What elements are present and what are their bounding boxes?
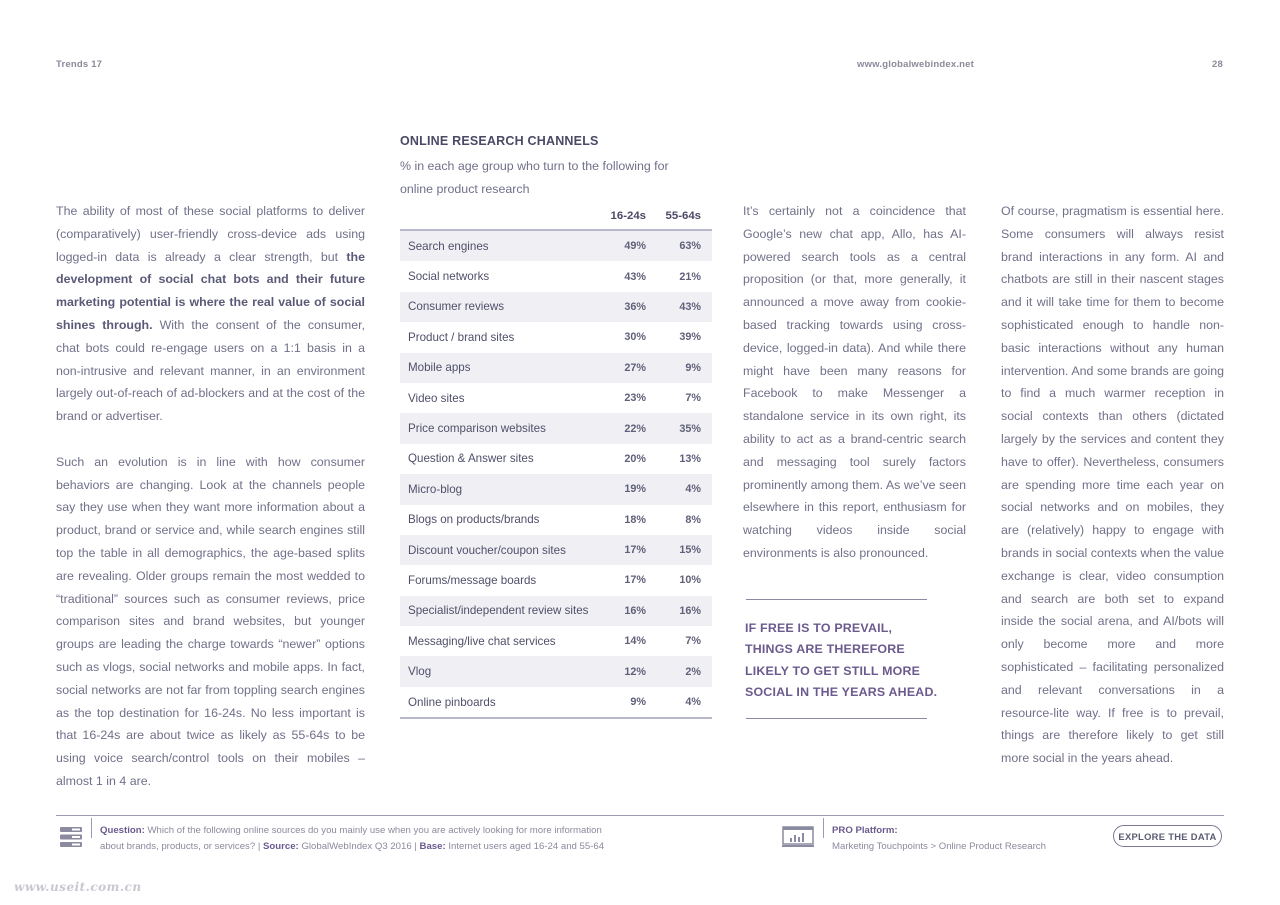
footer-separator-1 [91, 818, 92, 838]
table-row [400, 292, 712, 322]
table-row [400, 444, 712, 474]
row-label: Micro-blog [400, 474, 602, 504]
row-label: Consumer reviews [400, 292, 602, 322]
row-value-16-24: 43% [624, 270, 646, 283]
row-label: Product / brand sites [408, 330, 515, 344]
row-value-55-64: 7% [685, 635, 701, 648]
table-row [400, 626, 712, 656]
header-section-label: Trends 17 [56, 59, 103, 70]
explore-data-button[interactable]: EXPLORE THE DATA [1113, 825, 1222, 847]
col1-paragraph-1: The ability of most of these social platforms to deliver (comparatively) user-friendly cross-device ads using logged-in data is already a clear strength, but the development of social chat bots and their future marketing potential is where the real value of social shines through. With the consent of the consumer, chat bots could re-engage users on a 1:1 basis in a non-intrusive and relevant manner, in an environment largely out-of-reach of ad-blockers and at the cost of the brand or advertiser. [56, 204, 365, 424]
row-label: Blogs on products/brands [408, 513, 540, 527]
table-header-row [400, 202, 712, 230]
row-value-55-64: 4% [657, 474, 712, 504]
quote-rule-bottom [746, 718, 927, 719]
table-row [400, 535, 712, 565]
footer-separator-2 [823, 818, 824, 838]
row-label: Specialist/independent review sites [400, 596, 602, 626]
row-label: Question & Answer sites [408, 452, 534, 466]
row-label: Messaging/live chat services [408, 634, 556, 648]
table-row [400, 505, 712, 535]
row-value-16-24: 49% [602, 230, 657, 261]
row-label: Search engines [400, 230, 602, 261]
quote-rule-top [746, 599, 927, 600]
row-label: Social networks [408, 270, 490, 284]
row-label: Forums/message boards [408, 573, 537, 587]
col-header-55-64: 55-64s [657, 202, 712, 230]
header-url[interactable]: www.globalwebindex.net [857, 59, 975, 70]
col4-paragraph: Of course, pragmatism is essential here. Some consumers will always resist brand interactions in any form. AI and chatbots are still in their nascent stages and it will take time for them to become sophisticated enough to handle non-basic interactions without any human intervention. And some brands are going to find a much warmer reception in social contexts than others (dictated largely by the services and content they have to offer). Nevertheless, consumers are spending more time each year on social networks and on mobiles, they are (relatively) happy to engage with brands in social contexts when the value exchange is clear, video consumption and search are both set to expand inside the social arena, and AI/bots will only become more and more sophisticated – facilitating personalized and relevant conversations in a resource-lite way. If free is to prevail, things are therefore likely to get still more social in the years ahead. [1001, 204, 1224, 766]
table-row [400, 261, 712, 291]
footer-rule [56, 815, 1224, 816]
table-row [400, 474, 712, 504]
row-value-55-64: 8% [685, 513, 701, 526]
chart-monitor-icon [782, 826, 814, 848]
row-value-55-64: 4% [657, 687, 712, 718]
row-value-16-24: 9% [602, 687, 657, 718]
table-row [400, 565, 712, 595]
footer-question: Question: Which of the following online sources do you mainly use when you are actively looking for more information about brands, products, or services? | Source: GlobalWebIndex Q3 2016 | Base: Internet users aged 16-24 and 55-64 [100, 825, 605, 852]
table-subtitle: % in each age group who turn to the following for online product research [400, 159, 669, 196]
row-value-55-64: 39% [679, 331, 701, 344]
row-value-16-24: 16% [602, 596, 657, 626]
row-value-16-24: 19% [602, 474, 657, 504]
row-value-16-24: 22% [602, 413, 657, 443]
table-row [400, 687, 712, 718]
row-value-16-24: 17% [624, 574, 646, 587]
row-label: Discount voucher/coupon sites [400, 535, 602, 565]
row-value-55-64: 10% [679, 574, 701, 587]
page-number: 28 [1212, 59, 1223, 70]
pull-quote: IF FREE IS TO PREVAIL, THINGS ARE THEREFORE LIKELY TO GET STILL MORE SOCIAL IN THE YEARS AHEAD. [745, 621, 938, 699]
row-label: Mobile apps [400, 353, 602, 383]
col-header-16-24: 16-24s [602, 202, 657, 230]
column-3 [743, 200, 966, 565]
table-row [400, 383, 712, 413]
research-channels-table [400, 202, 712, 719]
row-value-55-64: 35% [657, 413, 712, 443]
column-4 [1001, 200, 1224, 770]
row-value-16-24: 17% [602, 535, 657, 565]
table-row [400, 656, 712, 686]
row-value-55-64: 16% [657, 596, 712, 626]
row-value-55-64: 43% [657, 292, 712, 322]
col1-paragraph-2: Such an evolution is in line with how consumer behaviors are changing. Look at the channels people say they use when they want more information about a product, brand or service and, while search engines still top the table in all demographics, the age-based splits are revealing. Older groups remain the most wedded to “traditional” sources such as consumer reviews, price comparison sites and brand websites, but younger groups are leading the charge towards “newer” options such as vlogs, social networks and mobile apps. In fact, social networks are not far from toppling search engines as the top destination for 16-24s. No less important is that 16-24s are about twice as likely as 55-64s to be using voice search/control tools on their mobiles – almost 1 in 4 are. [56, 454, 365, 788]
table-row [400, 596, 712, 626]
table-row [400, 230, 712, 261]
table-row [400, 353, 712, 383]
row-value-16-24: 30% [624, 331, 646, 344]
row-value-16-24: 36% [602, 292, 657, 322]
stack-icon [60, 826, 82, 848]
row-value-16-24: 23% [624, 392, 646, 405]
row-label: Price comparison websites [400, 413, 602, 443]
table-title: ONLINE RESEARCH CHANNELS [400, 134, 599, 148]
row-value-55-64: 13% [679, 452, 701, 465]
footer-pro-platform: PRO Platform: Marketing Touchpoints > Online Product Research [832, 825, 1046, 852]
table-body [400, 230, 712, 718]
row-value-16-24: 27% [602, 353, 657, 383]
row-label: Online pinboards [400, 687, 602, 718]
row-value-55-64: 15% [657, 535, 712, 565]
row-value-55-64: 9% [657, 353, 712, 383]
col3-paragraph: It’s certainly not a coincidence that Google’s new chat app, Allo, has AI-powered search tools as a central proposition (or that, more generally, it announced a move away from cookie-based tracking towards using cross-device, logged-in data). And while there might have been many reasons for Facebook to make Messenger a standalone service in its own right, its ability to act as a brand-centric search and messaging tool surely factors prominently among them. As we’ve seen elsewhere in this report, enthusiasm for watching videos inside social environments is also pronounced. [743, 204, 966, 560]
watermark: www.useit.com.cn [14, 880, 142, 894]
row-value-55-64: 21% [679, 270, 701, 283]
row-label: Vlog [400, 656, 602, 686]
row-value-55-64: 7% [685, 392, 701, 405]
table-row [400, 413, 712, 443]
row-value-16-24: 12% [602, 656, 657, 686]
row-value-55-64: 2% [657, 656, 712, 686]
table-row [400, 322, 712, 352]
column-1 [56, 200, 365, 793]
row-label: Video sites [408, 391, 465, 405]
row-value-16-24: 14% [624, 635, 646, 648]
row-value-16-24: 18% [624, 513, 646, 526]
row-value-16-24: 20% [624, 452, 646, 465]
row-value-55-64: 63% [657, 230, 712, 261]
